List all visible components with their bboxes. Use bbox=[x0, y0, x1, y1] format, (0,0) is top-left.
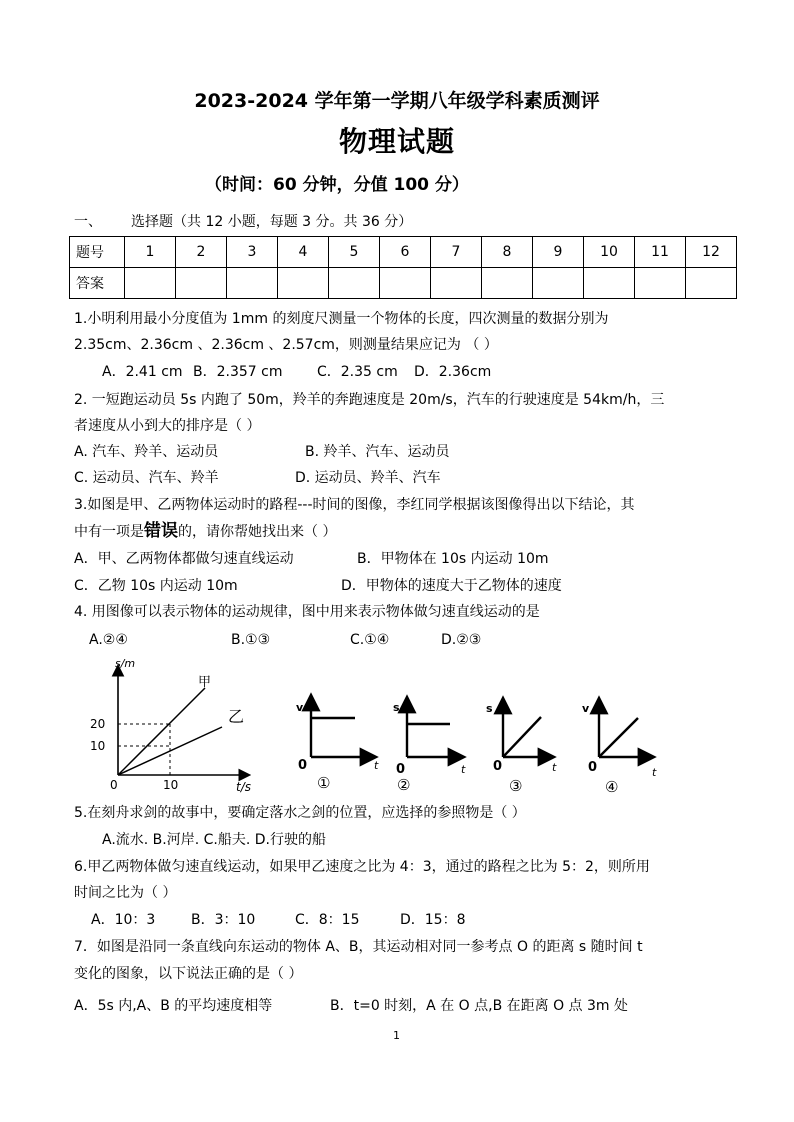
graph-3 bbox=[486, 700, 557, 795]
q7-stem-line2: 变化的图象，以下说法正确的是（ ） bbox=[74, 966, 303, 982]
label-jia: 甲 bbox=[198, 675, 212, 690]
table-number: 2 bbox=[176, 237, 227, 268]
table-number: 12 bbox=[686, 237, 737, 268]
exam-time-score: （时间：60 分钟，分值 100 分） bbox=[205, 175, 469, 195]
graph2-label: ② bbox=[397, 776, 411, 794]
graph4-axis-t: t bbox=[652, 766, 657, 779]
q4-option-b: B.①③ bbox=[231, 632, 271, 648]
table-number: 10 bbox=[584, 237, 635, 268]
q7-option-a: A．5s 内,A、B 的平均速度相等 bbox=[74, 998, 273, 1014]
q3-option-d: D．甲物体的速度大于乙物体的速度 bbox=[341, 578, 562, 594]
q6-option-a: A．10：3 bbox=[91, 912, 156, 928]
q3-stem-line1: 3.如图是甲、乙两物体运动时的路程---时间的图像，李红同学根据该图像得出以下结论，其 bbox=[74, 497, 635, 513]
q1-option-a: A．2.41 cm bbox=[102, 364, 183, 380]
q2-option-d: D. 运动员、羚羊、汽车 bbox=[295, 470, 441, 486]
st-graph bbox=[90, 657, 251, 794]
q1-stem-line1: 1.小明利用最小分度值为 1mm 的刻度尺测量一个物体的长度，四次测量的数据分别为 bbox=[74, 311, 609, 327]
st-y-axis-label: s/m bbox=[115, 657, 136, 670]
table-number: 1 bbox=[125, 237, 176, 268]
exam-header-line1: 2023-2024 学年第一学期八年级学科素质测评 bbox=[194, 90, 600, 112]
graph-2 bbox=[393, 699, 466, 794]
tick-y10: 10 bbox=[90, 739, 106, 753]
table-number: 4 bbox=[278, 237, 329, 268]
graph3-axis-t: t bbox=[552, 761, 557, 774]
q7-option-b: B．t=0 时刻，A 在 O 点,B 在距离 O 点 3m 处 bbox=[330, 998, 628, 1014]
q4-option-a: A.②④ bbox=[89, 632, 128, 648]
table-number: 3 bbox=[227, 237, 278, 268]
q3-stem-part1: 中有一项是 bbox=[74, 524, 144, 540]
q3-option-b: B．甲物体在 10s 内运动 10m bbox=[357, 551, 549, 567]
q1-option-d: D．2.36cm bbox=[414, 364, 492, 380]
table-label-answer: 答案 bbox=[70, 268, 125, 299]
exam-title: 物理试题 bbox=[338, 125, 455, 158]
q5-options: A.流水. B.河岸. C.船夫. D.行驶的船 bbox=[102, 832, 326, 848]
tick-x10: 10 bbox=[163, 778, 179, 792]
q2-stem-line1: 2. 一短跑运动员 5s 内跑了 50m，羚羊的奔跑速度是 20m/s，汽车的行驶速度是 54km/h，三 bbox=[74, 392, 665, 408]
graph3-label: ③ bbox=[509, 777, 523, 795]
table-number: 6 bbox=[380, 237, 431, 268]
q2-option-a: A. 汽车、羚羊、运动员 bbox=[74, 444, 219, 460]
tick-y20: 20 bbox=[90, 717, 106, 731]
q3-option-c: C．乙物 10s 内运动 10m bbox=[74, 578, 238, 594]
q6-stem-line1: 6.甲乙两物体做匀速直线运动，如果甲乙速度之比为 4：3，通过的路程之比为 5：2，则所用 bbox=[74, 859, 650, 875]
section1-title: 选择题（共 12 小题，每题 3 分。共 36 分） bbox=[131, 214, 413, 230]
line-jia bbox=[118, 688, 205, 775]
graph2-axis-s: s bbox=[393, 701, 400, 714]
graph4-origin: 0 bbox=[588, 760, 598, 775]
q6-option-c: C．8：15 bbox=[295, 912, 360, 928]
q3-stem-part3: 的，请你帮她找出来（ ） bbox=[178, 524, 337, 540]
table-number: 5 bbox=[329, 237, 380, 268]
q4-option-d: D.②③ bbox=[441, 632, 482, 648]
q5-stem: 5.在刻舟求剑的故事中，要确定落水之剑的位置，应选择的参照物是（ ） bbox=[74, 805, 526, 821]
section1-number: 一、 bbox=[74, 214, 102, 230]
q1-stem-line2: 2.35cm、2.36cm 、2.36cm 、2.57cm，则测量结果应记为 （ ） bbox=[74, 337, 498, 353]
q7-stem-line1: 7．如图是沿同一条直线向东运动的物体 A、B，其运动相对同一参考点 O 的距离 s 随时间 t bbox=[74, 939, 643, 955]
graph-1 bbox=[296, 697, 379, 792]
q4-stem: 4. 用图像可以表示物体的运动规律，图中用来表示物体做匀速直线运动的是 bbox=[74, 604, 540, 620]
q6-option-d: D．15：8 bbox=[400, 912, 466, 928]
table-number: 11 bbox=[635, 237, 686, 268]
table-number: 9 bbox=[533, 237, 584, 268]
table-label-question-number: 题号 bbox=[70, 237, 125, 268]
q2-stem-line2: 者速度从小到大的排序是（ ） bbox=[74, 418, 261, 434]
q1-option-b: B．2.357 cm bbox=[193, 364, 283, 380]
q1-option-c: C．2.35 cm bbox=[317, 364, 398, 380]
q3-option-a: A．甲、乙两物体都做匀速直线运动 bbox=[74, 551, 294, 567]
page-number: 1 bbox=[393, 1029, 400, 1042]
st-origin: 0 bbox=[110, 778, 118, 792]
q3-emphasis-wrong: 错误 bbox=[144, 521, 178, 541]
graph-4 bbox=[582, 700, 657, 796]
q6-option-b: B．3：10 bbox=[191, 912, 256, 928]
q2-option-c: C. 运动员、汽车、羚羊 bbox=[74, 470, 219, 486]
graph1-axis-t: t bbox=[374, 759, 379, 772]
graph4-axis-v: v bbox=[582, 702, 590, 715]
graph1-axis-v: v bbox=[296, 701, 304, 714]
graph1-label: ① bbox=[317, 774, 331, 792]
graph1-origin: 0 bbox=[298, 758, 308, 773]
table-number: 8 bbox=[482, 237, 533, 268]
table-number: 7 bbox=[431, 237, 482, 268]
graph2-axis-t: t bbox=[461, 763, 466, 776]
q2-option-b: B. 羚羊、汽车、运动员 bbox=[305, 444, 450, 460]
graph3-origin: 0 bbox=[493, 759, 503, 774]
q4-option-c: C.①④ bbox=[350, 632, 390, 648]
label-yi: 乙 bbox=[228, 707, 245, 726]
graph4-label: ④ bbox=[605, 778, 619, 796]
graph2-origin: 0 bbox=[396, 762, 406, 777]
st-x-axis-label: t/s bbox=[236, 780, 251, 794]
graph3-axis-s: s bbox=[486, 702, 493, 715]
q6-stem-line2: 时间之比为（ ） bbox=[74, 885, 177, 901]
